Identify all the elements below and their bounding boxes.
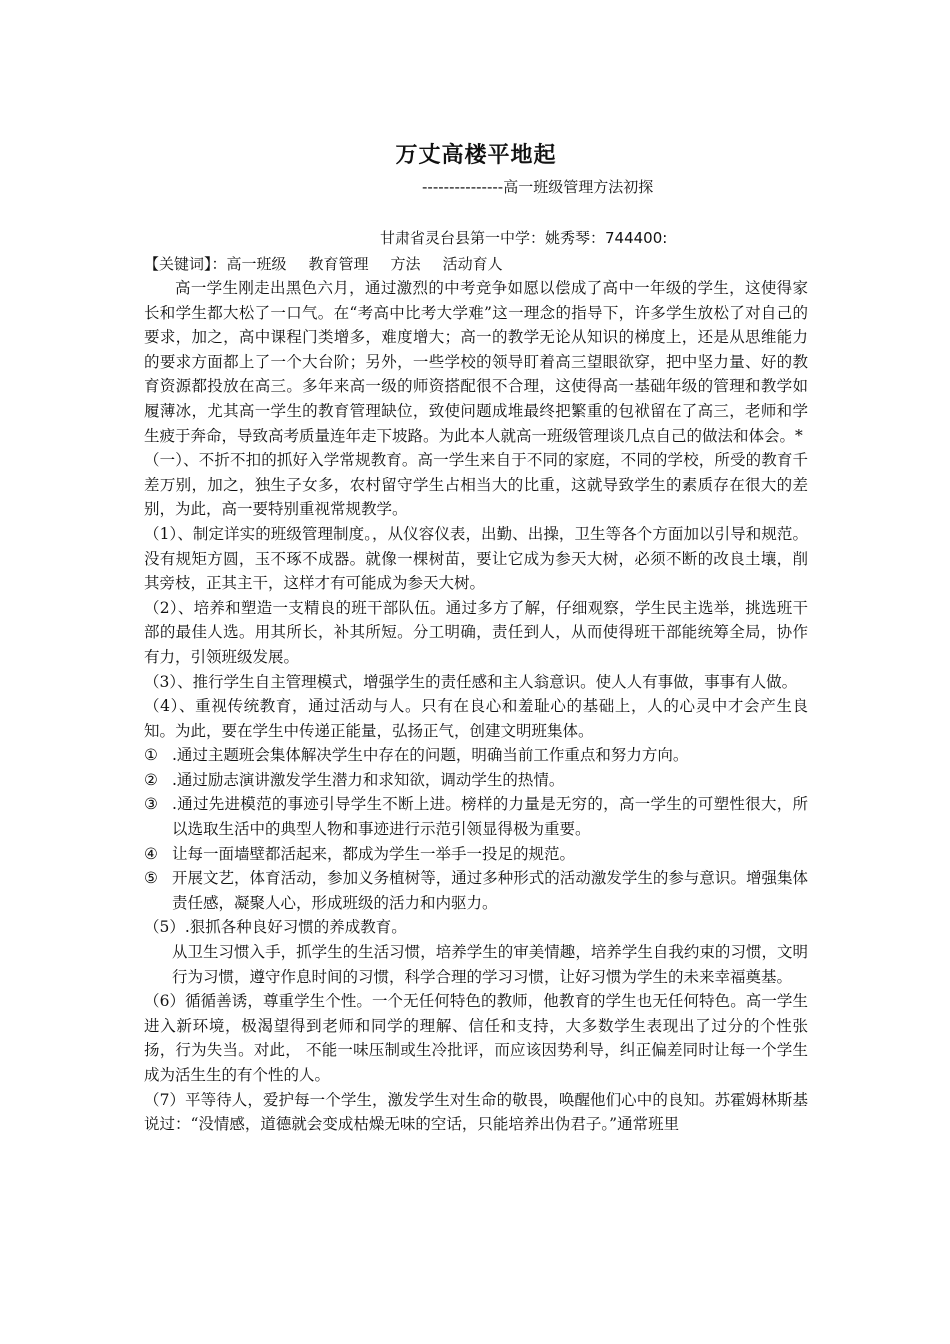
- keywords-label: 【关键词】：: [144, 255, 227, 273]
- list-item: [144, 743, 808, 768]
- keyword: 教育管理: [308, 255, 369, 273]
- point-7-paragraph: （7）平等待人，爱护每一个学生，激发学生对生命的敬畏，唤醒他们心中的良知。苏霍姆林斯基说过：“没情感，道德就会变成枯燥无味的空话，只能培养出伪君子。”通常班里: [144, 1090, 808, 1134]
- list-item-number: ③: [144, 795, 158, 814]
- point-3-paragraph: （3）、推行学生自主管理模式，增强学生的责任感和主人翁意识。使人人有事做，事事有人做。: [144, 672, 798, 691]
- list-item: [144, 792, 808, 841]
- document-subtitle: ---------------高一班级管理方法初探: [422, 178, 654, 196]
- list-item: [144, 842, 808, 867]
- point-4-paragraph: （4）、重视传统教育，通过活动与人。只有在良心和羞耻心的基础上，人的心灵中才会产生良知。为此，要在学生中传递正能量，弘扬正气，创建文明班集体。: [144, 697, 808, 740]
- point-6-paragraph: （6）循循善诱，尊重学生个性。一个无任何特色的教师，他教育的学生也无任何特色。高一学生进入新环境，极渴望得到老师和同学的理解、信任和支持，大多数学生表现出了过分的个性张扬，行为失当。对此， 不能一味压制或生冷批评，而应该因势利导，纠正偏差同时让每一个学生成为活生生的有个性的人。: [144, 992, 808, 1084]
- document-title: 万丈高楼平地起: [395, 143, 557, 168]
- point-5-heading: （5）.狠抓各种良好习惯的养成教育。: [144, 918, 407, 937]
- list-item: [144, 866, 808, 915]
- keyword: 方法: [390, 255, 421, 273]
- list-item-text: .通过先进模范的事迹引导学生不断上进。榜样的力量是无穷的，高一学生的可塑性很大，所以选取生活中的典型人物和事迹进行示范引领显得极为重要。: [172, 795, 808, 839]
- list-item-number: ④: [144, 844, 158, 863]
- author-line: 甘肃省灵台县第一中学：姚秀琴：744400:: [380, 229, 668, 247]
- list-item-number: ①: [144, 746, 158, 765]
- section-1-paragraph: （一）、不折不扣的抓好入学常规教育。高一学生来自于不同的家庭，不同的学校，所受的教育千差万别，加之，独生子女多，农村留守学生占相当大的比重，这就导致学生的素质存在很大的差别，为此，高一要特别重视常规教学。: [144, 451, 808, 519]
- list-item-text: 开展文艺，体育活动，参加义务植树等，通过多种形式的活动激发学生的参与意识。增强集体责任感，凝聚人心，形成班级的活力和内驱力。: [172, 869, 808, 912]
- list-item-text: 让每一面墙壁都活起来，都成为学生一举手一投足的规范。: [172, 844, 576, 863]
- intro-paragraph: 高一学生刚走出黑色六月，通过激烈的中考竞争如愿以偿成了高中一年级的学生，这使得家长和学生都大松了一口气。在“考高中比考大学难”这一理念的指导下，许多学生放松了对自己的要求，加之，高中课程门类增多，难度增大；高一的教学无论从知识的梯度上，还是从思维能力的要求方面都上了一个大台阶；另外，一些学校的领导盯着高三望眼欲穿，把中坚力量、好的教育资源都投放在高三。多年来高一级的师资搭配很不合理，这使得高一基础年级的管理和教学如履薄冰，尤其高一学生的教育管理缺位，致使问题成堆最终把繁重的包袱留在了高三，老师和学生疲于奔命，导致高考质量连年走下坡路。为此本人就高一班级管理谈几点自己的做法和体会。*: [144, 279, 808, 445]
- document-body: [144, 276, 808, 1137]
- keyword: 活动育人: [442, 255, 503, 273]
- list-item-text: .通过主题班会集体解决学生中存在的问题，明确当前工作重点和努力方向。: [172, 746, 689, 765]
- point-2-paragraph: （2）、培养和塑造一支精良的班干部队伍。通过多方了解，仔细观察，学生民主选举，挑选班干部的最佳人选。用其所长，补其所短。分工明确，责任到人，从而使得班干部能统筹全局，协作有力，引领班级发展。: [144, 598, 808, 666]
- keyword: 高一班级: [226, 255, 287, 273]
- list-item-text: .通过励志演讲激发学生潜力和求知欲，调动学生的热情。: [172, 770, 565, 789]
- keywords-line: [144, 253, 525, 274]
- point-5-body: 从卫生习惯入手，抓学生的生活习惯，培养学生的审美情趣，培养学生自我约束的习惯，文明行为习惯，遵守作息时间的习惯，科学合理的学习习惯，让好习惯为学生的未来幸福奠基。: [172, 943, 808, 986]
- point-1-paragraph: （1）、制定详实的班级管理制度。，从仪容仪表，出勤、出操，卫生等各个方面加以引导和规范。没有规矩方圆，玉不琢不成器。就像一棵树苗，要让它成为参天大树，必须不断的改良土壤，削其旁枝，正其主干，这样才有可能成为参天大树。: [144, 524, 808, 593]
- list-item: [144, 768, 808, 793]
- list-item-number: ②: [144, 770, 158, 789]
- list-item-number: ⑤: [144, 869, 158, 888]
